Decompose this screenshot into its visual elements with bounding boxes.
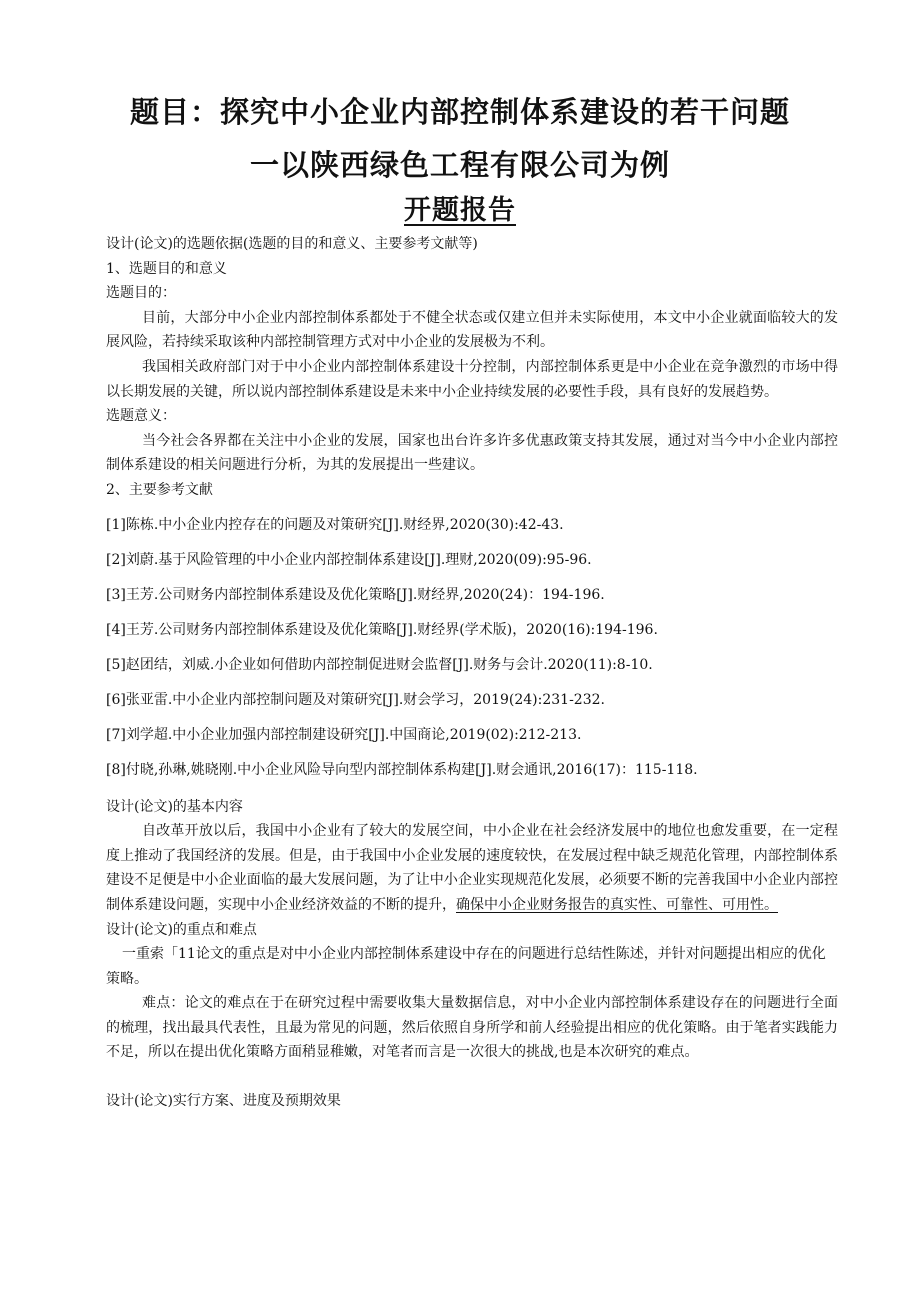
reference-item: [2]刘蔚.基于风险管理的中小企业内部控制体系建设[J].理财,2020(09):95-96. [106, 551, 592, 568]
report-title: 开题报告 [404, 195, 516, 226]
keypoints-paragraph-2: 难点：论文的难点在于在研究过程中需要收集大量数据信息，对中小企业内部控制体系建设存在的问题进行全面的梳理，找出最具代表性，且最为常见的问题，然后依照自身所学和前人经验提出相应的优化策略。由于笔者实践能力不足，所以在提出优化策略方面稍显稚嫩，对笔者而言是一次很大的挑战,也是本次研究的难点。 [106, 995, 838, 1061]
purpose-heading: 1、选题目的和意义 [106, 260, 227, 277]
content-underlined-text: 确保中小企业财务报告的真实性、可靠性、可用性。 [456, 896, 778, 913]
purpose-paragraph-2: 我国相关政府部门对于中小企业内部控制体系建设十分控制，内部控制体系更是中小企业在竞争激烈的市场中得以长期发展的关键，所以说内部控制体系建设是未来中小企业持续发展的必要性手段，具有良好的发展趋势。 [106, 358, 838, 400]
purpose-label: 选题目的： [106, 285, 176, 302]
references-heading: 2、主要参考文献 [106, 481, 213, 498]
reference-list [106, 515, 838, 780]
reference-item: [1]陈栋.中小企业内控存在的问题及对策研究[J].财经界,2020(30):42-43. [106, 516, 564, 533]
meaning-paragraph: 当今社会各界都在关注中小企业的发展，国家也出台许多许多优惠政策支持其发展，通过对当今中小企业内部控制体系建设的相关问题进行分析，为其的发展提出一些建议。 [106, 432, 838, 474]
reference-item: [3]王芳.公司财务内部控制体系建设及优化策略[J].财经界,2020(24)：194-196. [106, 586, 605, 603]
meaning-label: 选题意义： [106, 408, 176, 425]
title-line-1: 题目：探究中小企业内部控制体系建设的若干问题 [129, 95, 790, 129]
content-heading: 设计(论文)的基本内容 [106, 798, 243, 815]
document-body [106, 232, 838, 1114]
keypoints-heading: 设计(论文)的重点和难点 [106, 921, 257, 938]
basis-heading: 设计(论文)的选题依据(选题的目的和意义、主要参考文献等) [106, 236, 478, 252]
reference-item: [6]张亚雷.中小企业内部控制问题及对策研究[J].财会学习，2019(24):231-232. [106, 691, 605, 708]
reference-item: [5]赵团结，刘威.小企业如何借助内部控制促进财会监督[J].财务与会计.2020(11):8-10. [106, 656, 653, 673]
reference-item: [4]王芳.公司财务内部控制体系建设及优化策略[J].财经界(学术版)，2020(16):194-196. [106, 621, 658, 638]
content-text: 自改革开放以后，我国中小企业有了较大的发展空间，中小企业在社会经济发展中的地位也愈发重要，在一定程度上推动了我国经济的发展。但是，由于我国中小企业发展的速度较快，在发展过程中缺乏规范化管理，内部控制体系建设不足便是中小企业面临的最大发展问题，为了让中小企业实现规范化发展，必须要不断的完善我国中小企业内部控制体系建设问题，实现中小企业经济效益的不断的提升， [106, 823, 838, 913]
title-line-2: 一以陕西绿色工程有限公司为例 [249, 148, 670, 182]
reference-item: [8]付晓,孙琳,姚晓刚.中小企业风险导向型内部控制体系构建[J].财会通讯,2016(17)：115-118. [106, 761, 698, 778]
plan-heading: 设计(论文)实行方案、进度及预期效果 [106, 1093, 341, 1110]
keypoints-paragraph-1: 一重索「11论文的重点是对中小企业内部控制体系建设中存在的问题进行总结性陈述，并针对问题提出相应的优化策略。 [106, 946, 826, 987]
content-paragraph [106, 819, 838, 917]
reference-item: [7]刘学超.中小企业加强内部控制建设研究[J].中国商论,2019(02):212-213. [106, 726, 582, 743]
spacer [106, 1065, 838, 1089]
purpose-paragraph-1: 目前，大部分中小企业内部控制体系都处于不健全状态或仅建立但并未实际使用，本文中小企业就面临较大的发展风险，若持续采取该种内部控制管理方式对中小企业的发展极为不利。 [106, 309, 838, 351]
title-line-3 [0, 193, 920, 229]
